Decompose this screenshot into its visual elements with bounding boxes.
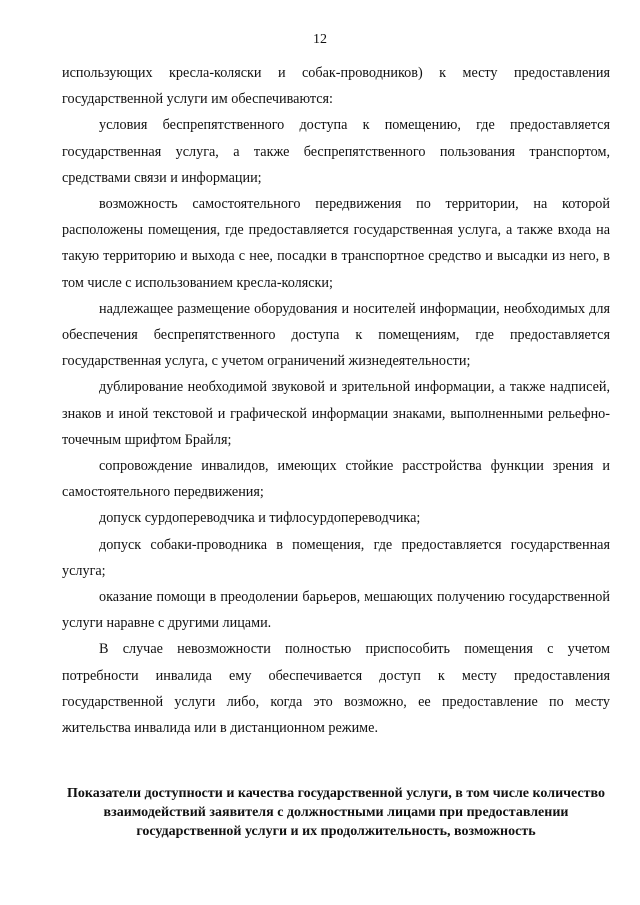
paragraph-remote-service: В случае невозможности полностью приспособить помещения с учетом потребности инвалида ему обеспечивается доступ к месту предоставления государственной услуги либо, когда это возможно, ее предоставление по месту жительства инвалида или в дистанционном режиме. bbox=[62, 641, 610, 737]
paragraph-premises-access: условия беспрепятственного доступа к помещению, где предоставляется государственная услуга, а также беспрепятственного пользования транспортом, средствами связи и информации; bbox=[62, 117, 610, 186]
paragraph-accompaniment: сопровождение инвалидов, имеющих стойкие расстройства функции зрения и самостоятельного передвижения; bbox=[62, 458, 610, 501]
document-body bbox=[62, 60, 610, 741]
page-number: 12 bbox=[313, 32, 327, 47]
paragraph-guide-dog-admission: допуск собаки-проводника в помещения, где предоставляется государственная услуга; bbox=[62, 536, 610, 579]
paragraph-accessibility-intro: использующих кресла-коляски и собак-проводников) к месту предоставления государственной услуги им обеспечиваются: bbox=[62, 65, 610, 108]
section-heading: Показатели доступности и качества государственной услуги, в том числе количество взаимодействий заявителя с должностными лицами при предоставлении государственной услуги и их продолжительность, возможность bbox=[67, 786, 605, 839]
paragraph-information-duplication: дублирование необходимой звуковой и зрительной информации, а также надписей, знаков и иной текстовой и графической информации знаками, выполненными рельефно-точечным шрифтом Брайля; bbox=[62, 379, 610, 448]
paragraph-barrier-assistance: оказание помощи в преодолении барьеров, мешающих получению государственной услуги наравне с другими лицами. bbox=[62, 589, 610, 632]
paragraph-territory-movement: возможность самостоятельного передвижения по территории, на которой расположены помещения, где предоставляется государственная услуга, а также входа на такую территорию и выхода с нее, посадки в транспортное средство и высадки из него, в том числе с использованием кресла-коляски; bbox=[62, 196, 610, 291]
paragraph-interpreter-admission: допуск сурдопереводчика и тифлосурдопереводчика; bbox=[99, 510, 421, 527]
paragraph-equipment-placement: надлежащее размещение оборудования и носителей информации, необходимых для обеспечения беспрепятственного доступа к помещениям, где предоставляется государственная услуга, с учетом ограничений жизнедеятельности; bbox=[62, 300, 610, 370]
